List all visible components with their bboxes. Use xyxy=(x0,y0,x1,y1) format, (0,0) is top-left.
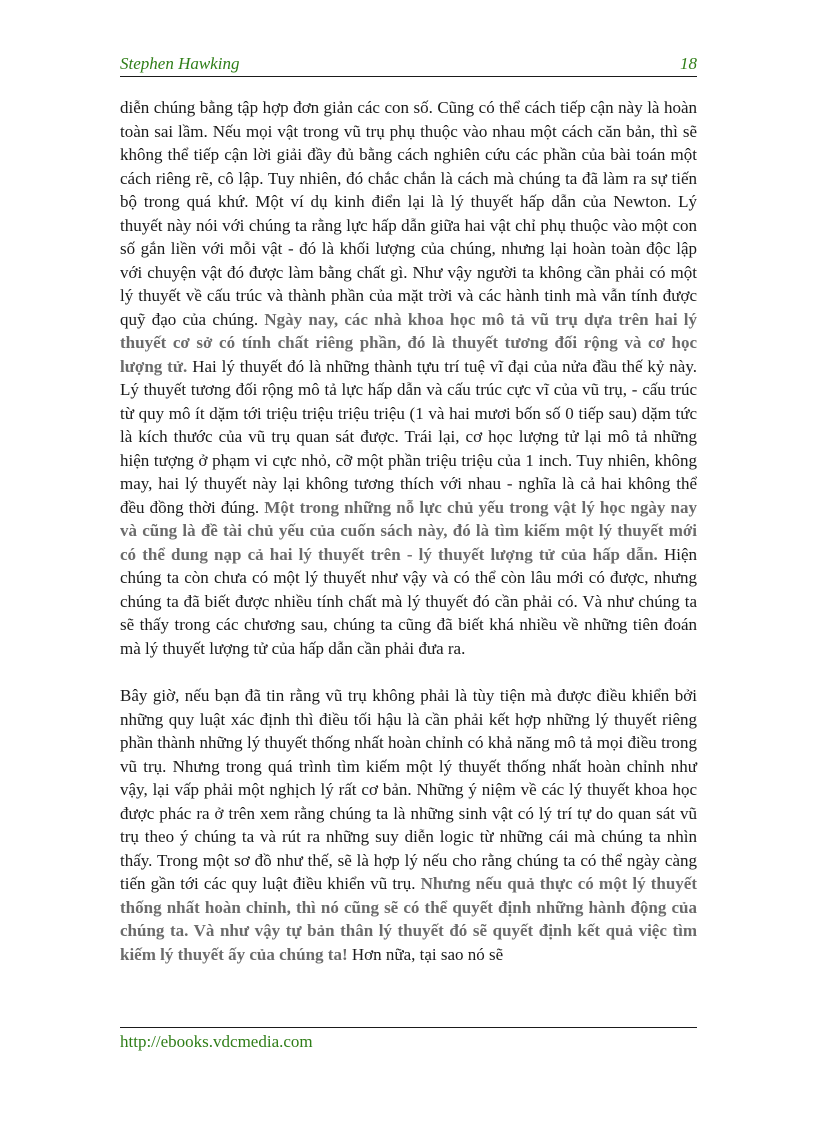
paragraph-1 xyxy=(120,96,697,660)
page-header xyxy=(120,52,697,77)
page-body xyxy=(120,96,697,966)
text-run: Bây giờ, nếu bạn đã tin rằng vũ trụ không phải là tùy tiện mà được điều khiển bởi những quy luật xác định thì điều tối hậu là cần phải kết hợp những lý thuyết riêng phần thành những lý thuyết thống nhất hoàn chỉnh có khả năng mô tả mọi điều trong vũ trụ. Nhưng trong quá trình tìm kiếm một lý thuyết thống nhất hoàn chỉnh như vậy, lại vấp phải một nghịch lý rất cơ bản. Những ý niệm về các lý thuyết khoa học được phác ra ở trên xem rằng chúng ta là những sinh vật có lý trí tự do quan sát vũ trụ theo ý chúng ta và rút ra những suy diễn logic từ những cái mà chúng ta nhìn thấy. Trong một sơ đồ như thế, sẽ là hợp lý nếu cho rằng chúng ta có thể ngày càng tiến gần tới các quy luật điều khiển vũ trụ. xyxy=(120,686,697,893)
text-run: Hơn nữa, tại sao nó sẽ xyxy=(347,944,504,964)
text-run: diễn chúng bằng tập hợp đơn giản các con số. Cũng có thể cách tiếp cận này là hoàn toàn sai lầm. Nếu mọi vật trong vũ trụ phụ thuộc vào nhau một cách căn bản, thì sẽ không thể tiếp cận lời giải đầy đủ bằng cách nghiên cứu các phần của bài toán một cách riêng rẽ, cô lập. Tuy nhiên, đó chắc chắn là cách mà chúng ta đã làm ra sự tiến bộ trong quá khứ. Một ví dụ kinh điển lại là lý thuyết hấp dẫn của Newton. Lý thuyết này nói với chúng ta rằng lực hấp dẫn giữa hai vật chỉ phụ thuộc vào một con số gắn liền với mỗi vật - đó là khối lượng của chúng, nhưng lại hoàn toàn độc lập với chuyện vật đó được làm bằng chất gì. Như vậy người ta không cần phải có một lý thuyết về cấu trúc và thành phần của mặt trời và các hành tinh mà vẫn tính được quỹ đạo của chúng. xyxy=(120,98,697,329)
header-author: Stephen Hawking xyxy=(120,54,240,73)
text-run: Hiện chúng ta còn chưa có một lý thuyết như vậy và có thể còn lâu mới có được, nhưng chúng ta đã biết được nhiều tính chất mà lý thuyết đó cần phải có. Và như chúng ta sẽ thấy trong các chương sau, chúng ta cũng đã biết khá nhiều về những tiên đoán mà lý thuyết lượng tử của hấp dẫn cần phải đưa ra. xyxy=(120,544,697,658)
text-run: Hai lý thuyết đó là những thành tựu trí tuệ vĩ đại của nửa đầu thế kỷ này. Lý thuyết tương đối rộng mô tả lực hấp dẫn và cấu trúc cực vĩ của vũ trụ, - cấu trúc từ quy mô ít dặm tới triệu triệu triệu triệu (1 và hai mươi bốn số 0 tiếp sau) dặm tức là kích thước của vũ trụ quan sát được. Trái lại, cơ học lượng tử lại mô tả những hiện tượng ở phạm vi cực nhỏ, cỡ một phần triệu triệu của 1 inch. Tuy nhiên, không may, hai lý thuyết này lại không tương thích với nhau - nghĩa là cả hai không thể đều đồng thời đúng. xyxy=(120,356,697,517)
footer-url-link[interactable]: http://ebooks.vdcmedia.com xyxy=(120,1032,313,1051)
highlighted-text: Một trong những nỗ lực chủ yếu trong vật lý học ngày nay và cũng là đề tài chủ yếu của cuốn sách này, đó là tìm kiếm một lý thuyết mới có thể dung nạp cả hai lý thuyết trên - lý thuyết lượng tử của hấp dẫn. xyxy=(120,497,698,564)
highlighted-text: Nhưng nếu quả thực có một lý thuyết thống nhất hoàn chỉnh, thì nó cũng sẽ có thể quyết định những hành động của chúng ta. Và như vậy tự bản thân lý thuyết đó sẽ quyết định kết quả việc tìm kiếm lý thuyết ấy của chúng ta! xyxy=(120,874,697,964)
header-page-number: 18 xyxy=(680,54,697,73)
highlighted-text: Ngày nay, các nhà khoa học mô tả vũ trụ dựa trên hai lý thuyết cơ sở có tính chất riêng phần, đó là thuyết tương đối rộng và cơ học lượng tử. xyxy=(120,309,698,376)
paragraph-2 xyxy=(120,684,697,966)
page-footer xyxy=(120,1027,697,1052)
